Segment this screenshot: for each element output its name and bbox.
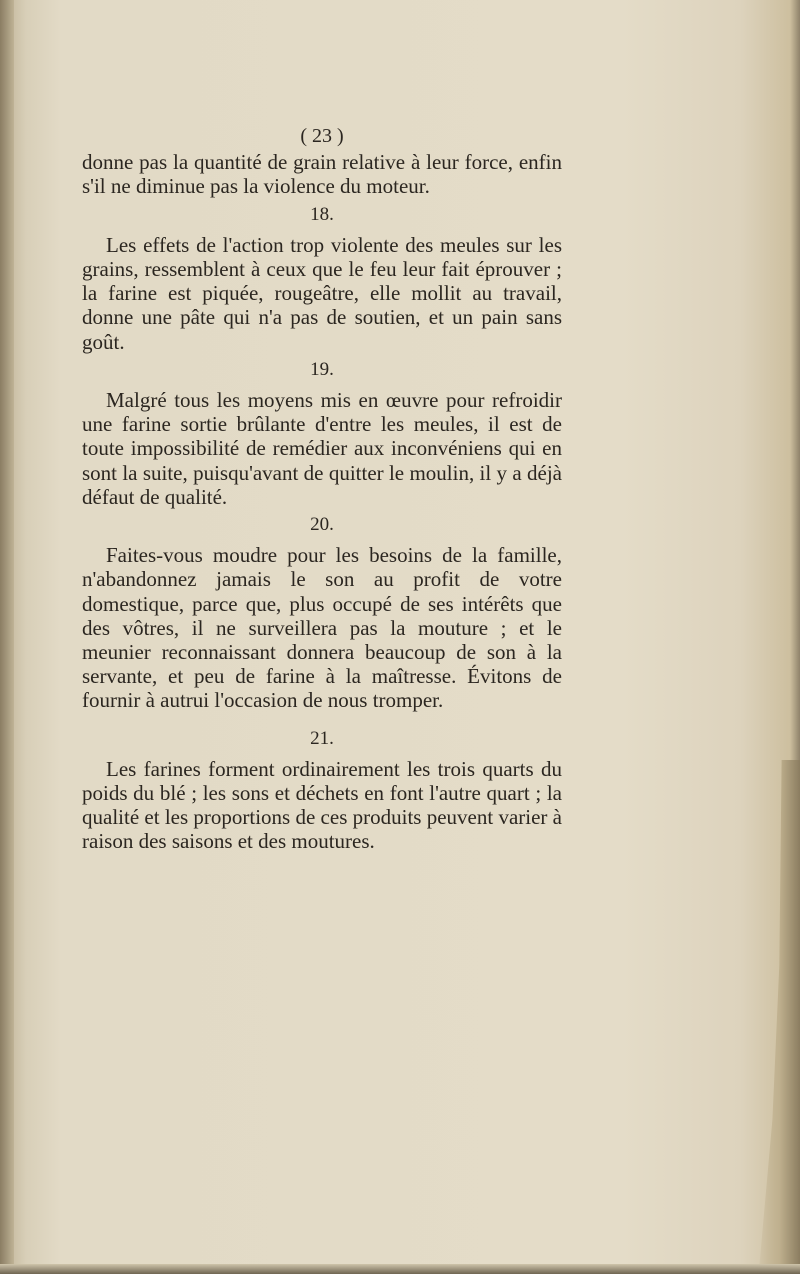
section-number-21: 21.	[310, 727, 334, 749]
section-number-19: 19.	[310, 358, 334, 380]
paragraph-20: Faites-vous moudre pour les besoins de la famille, n'abandonnez jamais le son au profit de votre domestique, parce que, plus occupé de ses intérêts que des vôtres, il ne surveillera pas la mouture ; et le meunier reconnaissant donnera beaucoup de son à la servante, et peu de farine à la maîtresse. Évitons de fournir à autrui l'occasion de nous tromper.	[82, 543, 562, 713]
torn-right-edge	[754, 760, 800, 1274]
paragraph-continuation: donne pas la quantité de grain relative à leur force, enfin s'il ne diminue pas la violence du moteur.	[82, 150, 562, 199]
paragraph-21: Les farines forment ordinairement les trois quarts du poids du blé ; les sons et déchets en font l'autre quart ; la qualité et les proportions de ces produits peuvent varier à raison des saisons et des moutures.	[82, 756, 562, 854]
page-bottom-edge	[0, 1264, 800, 1274]
text-block	[82, 124, 562, 854]
paragraph-18: Les effets de l'action trop violente des meules sur les grains, ressemblent à ceux que le feu leur fait éprouver ; la farine est piquée, rougeâtre, elle mollit au travail, donne une pâte qui n'a pas de soutien, et un pain sans goût.	[82, 232, 562, 354]
section-number-18: 18.	[310, 203, 334, 225]
section-number-20: 20.	[310, 514, 334, 536]
paragraph-19: Malgré tous les moyens mis en œuvre pour refroidir une farine sortie brûlante d'entre les meules, il est de toute impossibilité de remédier aux inconvéniens qui en sont la suite, puisqu'avant de quitter le moulin, il y a déjà défaut de qualité.	[82, 388, 562, 509]
page-number: ( 23 )	[300, 125, 344, 147]
page-binding-edge	[0, 0, 14, 1274]
